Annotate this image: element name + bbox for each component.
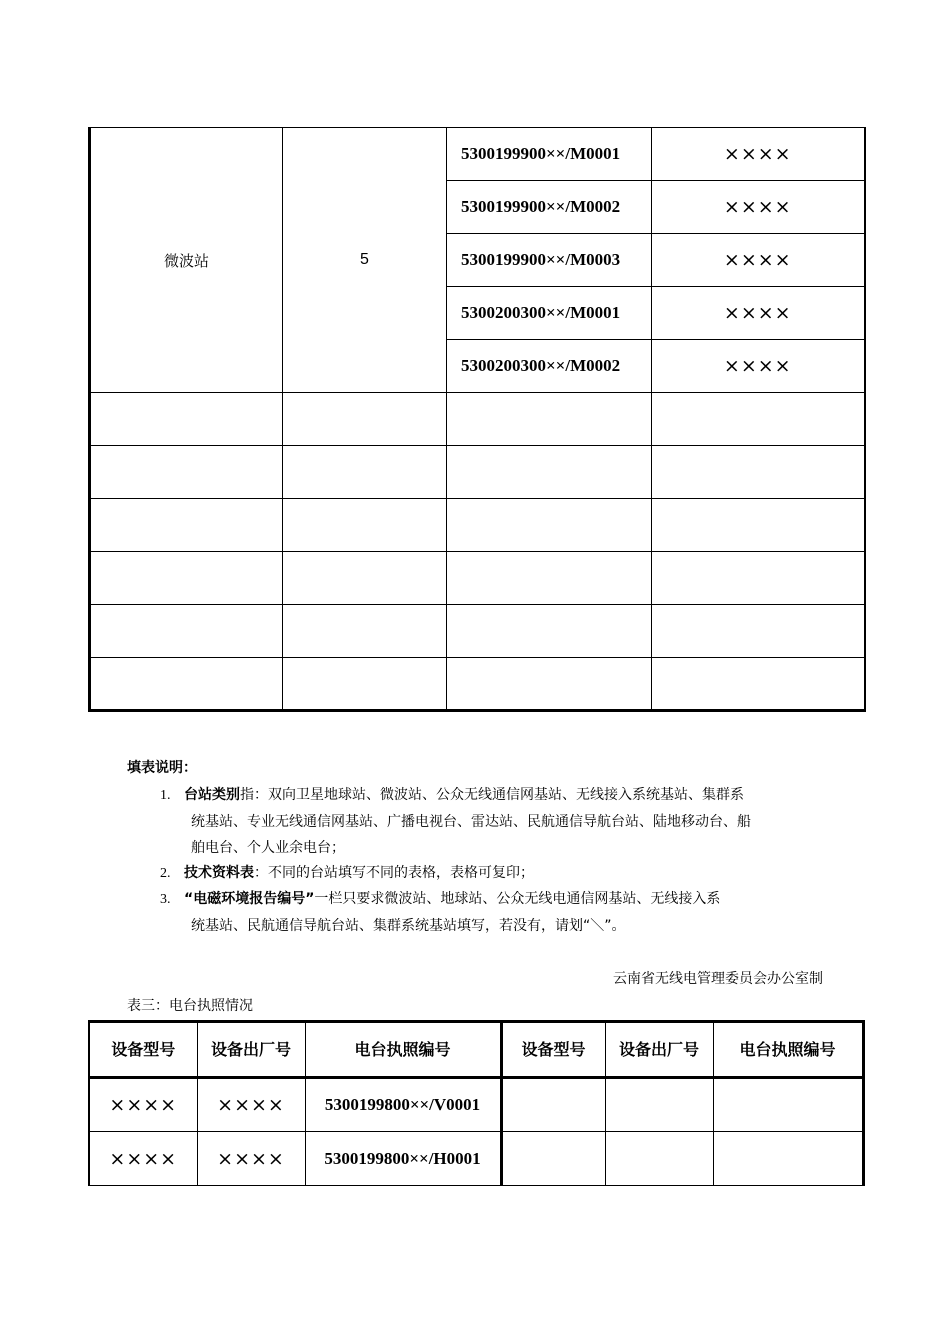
empty-cell[interactable] — [447, 393, 652, 446]
empty-cell[interactable] — [283, 393, 447, 446]
empty-cell[interactable] — [652, 552, 865, 605]
note-number: 2. — [160, 866, 171, 881]
empty-row — [90, 552, 865, 605]
license-number: 5300199800××/H0001 — [305, 1132, 501, 1186]
table-row — [89, 1078, 863, 1132]
empty-cell[interactable] — [283, 552, 447, 605]
empty-cell[interactable] — [90, 499, 283, 552]
empty-cell[interactable] — [501, 1132, 605, 1186]
empty-cell[interactable] — [652, 446, 865, 499]
header-device-model: 设备型号 — [89, 1022, 197, 1078]
empty-cell[interactable] — [90, 605, 283, 658]
empty-cell[interactable] — [501, 1078, 605, 1132]
report-number: ×××× — [652, 234, 865, 287]
note-item — [160, 886, 840, 939]
empty-cell[interactable] — [652, 658, 865, 711]
station-code: 5300199900××/M0002 — [447, 181, 652, 234]
empty-cell[interactable] — [652, 499, 865, 552]
note-text-cont: 统基站、民航通信导航台站、集群系统基站填写，若没有，请划“＼”。 — [191, 918, 626, 934]
header-license: 电台执照编号 — [713, 1022, 863, 1078]
table3-title: 表三：电台执照情况 — [127, 998, 253, 1014]
empty-row — [90, 658, 865, 711]
note-term: 技术资料表 — [184, 865, 254, 881]
report-number: ×××× — [652, 181, 865, 234]
device-model: ×××× — [89, 1078, 197, 1132]
station-count: 5 — [283, 128, 447, 393]
empty-row — [90, 446, 865, 499]
empty-cell[interactable] — [652, 393, 865, 446]
empty-cell[interactable] — [447, 552, 652, 605]
empty-row — [90, 393, 865, 446]
empty-cell[interactable] — [447, 499, 652, 552]
license-table — [88, 1020, 865, 1186]
note-text: ：不同的台站填写不同的表格，表格可复印； — [254, 865, 534, 881]
note-item — [160, 782, 840, 861]
note-text-cont: 舶电台、个人业余电台； — [191, 840, 345, 856]
empty-cell[interactable] — [447, 658, 652, 711]
empty-cell[interactable] — [90, 446, 283, 499]
empty-cell[interactable] — [447, 605, 652, 658]
note-text-cont: 统基站、专业无线通信网基站、广播电视台、雷达站、民航通信导航台站、陆地移动台、船 — [191, 814, 751, 830]
station-code: 5300200300××/M0002 — [447, 340, 652, 393]
note-text: 指：双向卫星地球站、微波站、公众无线通信网基站、无线接入系统基站、集群系 — [240, 787, 744, 803]
device-serial: ×××× — [197, 1132, 305, 1186]
header-license: 电台执照编号 — [305, 1022, 501, 1078]
empty-cell[interactable] — [652, 605, 865, 658]
report-number: ×××× — [652, 340, 865, 393]
note-item — [160, 860, 840, 887]
device-model: ×××× — [89, 1132, 197, 1186]
empty-row — [90, 499, 865, 552]
station-code: 5300199900××/M0003 — [447, 234, 652, 287]
empty-cell[interactable] — [90, 658, 283, 711]
note-number: 3. — [160, 892, 171, 907]
empty-cell[interactable] — [605, 1132, 713, 1186]
empty-cell[interactable] — [90, 552, 283, 605]
header-serial: 设备出厂号 — [605, 1022, 713, 1078]
notes-title: 填表说明： — [127, 760, 197, 776]
header-device-model: 设备型号 — [501, 1022, 605, 1078]
station-category: 微波站 — [90, 128, 283, 393]
empty-cell[interactable] — [605, 1078, 713, 1132]
report-number: ×××× — [652, 128, 865, 181]
header-serial: 设备出厂号 — [197, 1022, 305, 1078]
empty-cell[interactable] — [713, 1132, 863, 1186]
issuer-label: 云南省无线电管理委员会办公室制 — [613, 971, 823, 987]
empty-cell[interactable] — [90, 393, 283, 446]
note-text: 一栏只要求微波站、地球站、公众无线电通信网基站、无线接入系 — [314, 891, 721, 907]
table-row — [89, 1132, 863, 1186]
station-code: 5300199900××/M0001 — [447, 128, 652, 181]
empty-cell[interactable] — [713, 1078, 863, 1132]
empty-cell[interactable] — [283, 499, 447, 552]
license-number: 5300199800××/V0001 — [305, 1078, 501, 1132]
empty-cell[interactable] — [283, 446, 447, 499]
note-term: “电磁环境报告编号” — [184, 891, 315, 907]
empty-cell[interactable] — [283, 658, 447, 711]
station-table — [88, 127, 866, 712]
note-number: 1. — [160, 788, 171, 803]
empty-cell[interactable] — [283, 605, 447, 658]
report-number: ×××× — [652, 287, 865, 340]
station-code: 5300200300××/M0001 — [447, 287, 652, 340]
device-serial: ×××× — [197, 1078, 305, 1132]
empty-row — [90, 605, 865, 658]
note-term: 台站类别 — [184, 787, 240, 803]
empty-cell[interactable] — [447, 446, 652, 499]
